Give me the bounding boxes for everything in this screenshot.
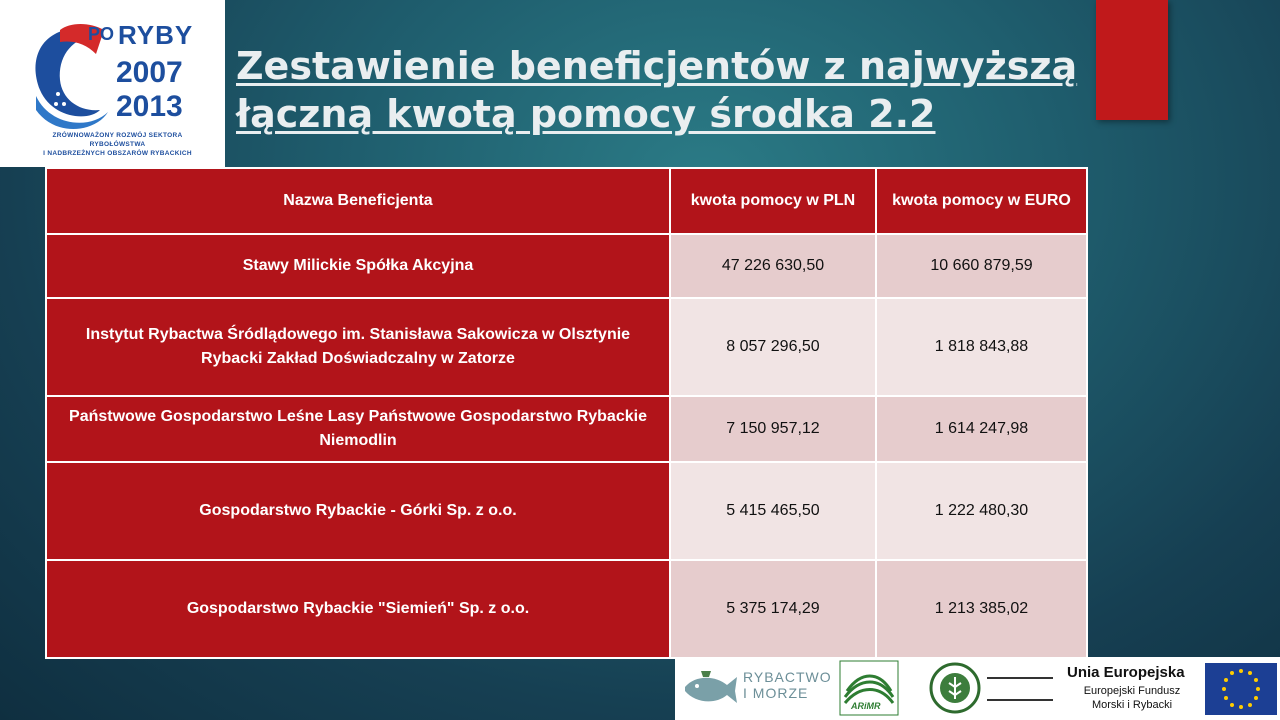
table-header-row xyxy=(46,168,1087,234)
logo-year-end: 2013 xyxy=(116,90,183,123)
table-row xyxy=(46,234,1087,298)
logo-ryby: RYBY xyxy=(118,20,194,50)
table-row xyxy=(46,396,1087,462)
beneficiary-name: Gospodarstwo Rybackie - Górki Sp. z o.o. xyxy=(46,462,670,560)
amount-eur: 1 213 385,02 xyxy=(876,560,1087,658)
beneficiary-name: Instytut Rybactwa Śródlądowego im. Stanisława Sakowicza w Olsztynie Rybacki Zakład Doświadczalny w Zatorze xyxy=(46,298,670,396)
slide-title-line1: Zestawienie beneficjentów z najwyższą xyxy=(236,44,1078,88)
amount-eur: 1 818 843,88 xyxy=(876,298,1087,396)
header-pln: kwota pomocy w PLN xyxy=(670,168,876,234)
logo-subtitle-line1: ZRÓWNOWAŻONY ROZWÓJ SEKTORA RYBOŁÓWSTWA xyxy=(52,132,183,148)
po-ryby-logo xyxy=(0,0,225,167)
footer-logos-strip xyxy=(675,657,1280,720)
rybactwo-line2: I MORZE xyxy=(743,685,809,701)
beneficiary-name: Państwowe Gospodarstwo Leśne Lasy Państwowe Gospodarstwo Rybackie Niemodlin xyxy=(46,396,670,462)
beneficiaries-table xyxy=(45,167,1088,659)
logo-subtitle-line2: I NADBRZEŻNYCH OBSZARÓW RYBACKICH xyxy=(43,150,192,157)
amount-pln: 8 057 296,50 xyxy=(670,298,876,396)
amount-eur: 1 222 480,30 xyxy=(876,462,1087,560)
amount-eur: 1 614 247,98 xyxy=(876,396,1087,462)
amount-pln: 5 415 465,50 xyxy=(670,462,876,560)
header-eur: kwota pomocy w EURO xyxy=(876,168,1087,234)
header-name: Nazwa Beneficjenta xyxy=(46,168,670,234)
red-accent-bar xyxy=(1096,0,1168,120)
rybactwo-line1: RYBACTWO xyxy=(743,669,832,685)
ue-sub-line1: Europejski Fundusz xyxy=(1083,685,1181,697)
logo-po: PO xyxy=(88,24,115,44)
table-row xyxy=(46,298,1087,396)
logo-year-start: 2007 xyxy=(116,56,183,89)
amount-pln: 5 375 174,29 xyxy=(670,560,876,658)
ue-title: Unia Europejska xyxy=(1067,664,1185,681)
amount-pln: 7 150 957,12 xyxy=(670,396,876,462)
rybactwo-logo-text xyxy=(743,669,832,701)
logo-subtitle xyxy=(30,131,205,158)
slide-title-line2: łączną kwotą pomocy środka 2.2 xyxy=(236,92,936,136)
slide-title xyxy=(236,42,1086,138)
arimr-text: ARiMR xyxy=(851,701,881,711)
beneficiary-name: Gospodarstwo Rybackie "Siemień" Sp. z o.o. xyxy=(46,560,670,658)
table-row xyxy=(46,462,1087,560)
ue-subtitle xyxy=(1073,684,1191,712)
table-row xyxy=(46,560,1087,658)
amount-eur: 10 660 879,59 xyxy=(876,234,1087,298)
beneficiary-name: Stawy Milickie Spółka Akcyjna xyxy=(46,234,670,298)
amount-pln: 47 226 630,50 xyxy=(670,234,876,298)
ue-sub-line2: Morski i Rybacki xyxy=(1091,699,1173,711)
